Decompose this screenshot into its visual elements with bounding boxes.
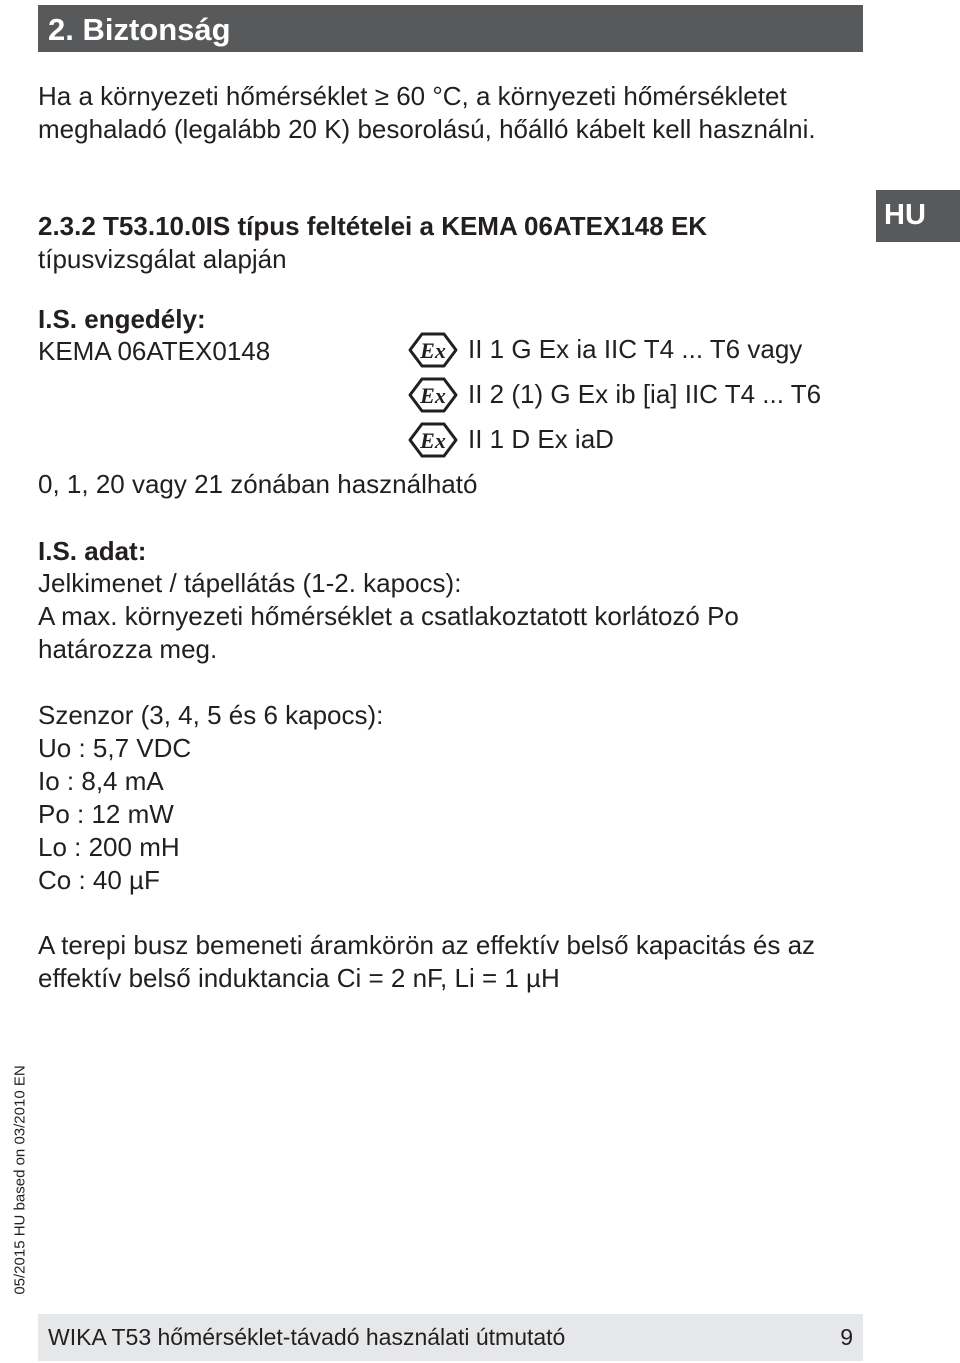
language-tab-label: HU <box>884 199 926 231</box>
sensor-value: Co : 40 µF <box>38 865 160 895</box>
ex-marking-text: II 2 (1) G Ex ib [ia] IIC T4 ... T6 <box>468 379 822 409</box>
fieldbus-line-2: effektív belső induktancia Ci = 2 nF, Li = 1 µH <box>38 963 560 993</box>
intro-line-2: meghaladó (legalább 20 K) besorolású, hőálló kábelt kell használni. <box>38 114 816 144</box>
footer <box>38 1314 863 1361</box>
sensor-value: Io : 8,4 mA <box>38 766 164 796</box>
language-tab <box>876 190 960 242</box>
footer-title: WIKA T53 hőmérséklet-távadó használati útmutató <box>48 1324 566 1350</box>
max-temp-line-1: A max. környezeti hőmérséklet a csatlakoztatott korlátozó Po <box>38 601 739 631</box>
fieldbus-line-1: A terepi busz bemeneti áramkörön az effektív belső kapacitás és az <box>38 930 816 960</box>
output-line: Jelkimenet / tápellátás (1-2. kapocs): <box>38 568 462 598</box>
subsection-title-line-2: típusvizsgálat alapján <box>38 244 287 274</box>
max-temp-line-2: határozza meg. <box>38 634 218 664</box>
sensor-heading: Szenzor (3, 4, 5 és 6 kapocs): <box>38 700 384 730</box>
approval-label: I.S. engedély: <box>38 304 206 334</box>
approval-certificate: KEMA 06ATEX0148 <box>38 336 271 366</box>
sensor-value: Lo : 200 mH <box>38 832 180 862</box>
svg-text:Ex: Ex <box>420 338 446 363</box>
page-number: 9 <box>840 1324 853 1350</box>
ex-marking-text: II 1 D Ex iaD <box>468 424 614 454</box>
svg-text:Ex: Ex <box>420 428 446 453</box>
ex-hexagon-icon <box>408 422 458 458</box>
sensor-value: Uo : 5,7 VDC <box>38 733 192 763</box>
ex-hexagon-icon <box>408 332 458 368</box>
subsection-title-line-1: 2.3.2 T53.10.0IS típus feltételei a KEMA 06ATEX148 EK <box>38 211 708 241</box>
section-title: 2. Biztonság <box>48 12 231 47</box>
ex-hexagon-icon <box>408 377 458 413</box>
side-note-text: 05/2015 HU based on 03/2010 EN <box>11 1065 29 1295</box>
zones-text: 0, 1, 20 vagy 21 zónában használható <box>38 469 478 499</box>
ex-marking-text: II 1 G Ex ia IIC T4 ... T6 vagy <box>468 334 803 364</box>
section-header <box>38 5 863 52</box>
is-data-label: I.S. adat: <box>38 536 147 566</box>
intro-line-1: Ha a környezeti hőmérséklet ≥ 60 °C, a környezeti hőmérsékletet <box>38 81 787 111</box>
sensor-value: Po : 12 mW <box>38 799 174 829</box>
svg-text:Ex: Ex <box>420 383 446 408</box>
